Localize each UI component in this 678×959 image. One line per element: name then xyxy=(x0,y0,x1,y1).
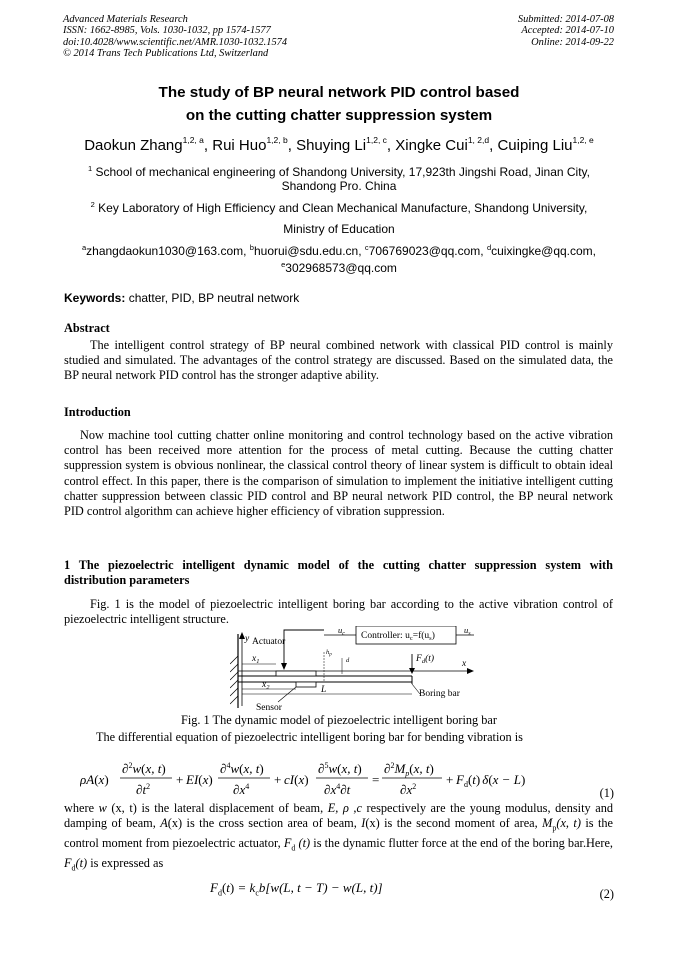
equation-1 xyxy=(80,756,540,802)
affiliation-number: 2 xyxy=(90,200,95,209)
equation-1-number: (1) xyxy=(599,786,614,800)
d-label: d xyxy=(346,657,350,664)
submitted-date: Submitted: 2014-07-08 xyxy=(517,14,614,25)
figure-caption: Fig. 1 The dynamic model of piezoelectric intelligent boring bar xyxy=(181,713,497,727)
email-list xyxy=(64,241,614,275)
copyright-line: © 2014 Trans Tech Publications Ltd, Switzerland xyxy=(63,48,269,60)
eq1-equals: = xyxy=(372,772,380,787)
abstract-text: The intelligent control strategy of BP neural combined network with classical PID control is mainly studied and simulated. The advantages of the control strategy are discussed. Based on the simulated data, the BP neural network PID control has the stronger adaptive ability. xyxy=(64,338,613,383)
eq1-EI: EI(x) xyxy=(186,772,213,787)
sensor-patch xyxy=(296,682,316,687)
email-sup: a xyxy=(81,243,87,252)
eq1-term3-den: $\partial x^4\partial t$ xyxy=(324,782,351,797)
length-label: L xyxy=(321,685,327,695)
eq1-rhoA: ρA(x) xyxy=(80,772,109,787)
accepted-date: Accepted: 2014-07-10 xyxy=(521,25,614,37)
author-affil-sup: 1, 2,d xyxy=(467,135,490,145)
eq1-plus: + xyxy=(176,772,184,787)
affiliation-text: Ministry of Education xyxy=(283,222,395,236)
author-list: Daokun Zhang$^{1,2, a}$, Rui Huo$^{1,2, b}$, Shuying Li$^{1,2, c}$, Xingke Cui$^{1, 2,d}$, Cuiping Liu$^{1,2, e}$ xyxy=(84,135,594,154)
y-axis-label: y xyxy=(245,634,250,644)
uc-label: $u_c$ xyxy=(338,626,345,637)
boring-bar-figure xyxy=(230,626,480,710)
journal-name: Advanced Materials Research xyxy=(63,14,188,25)
email-address[interactable]: 706769023@qq.com, xyxy=(368,244,484,258)
eq1-term3-num: ∂$^5$w(x, t) xyxy=(318,761,362,776)
author-name: Xingke Cui xyxy=(395,137,468,154)
eq1-force-term: $F_d(t) \delta(x - L)$ xyxy=(456,772,526,789)
section1-para3: where w (x, t) is the lateral displacement of beam, E, ρ ,c respectively are the young modulus, density and damping of beam, A(x) is the cross section area of beam, I(x) is the second moment of area, $M_p(x$, t) is the control moment from piezoelectric actuator, $F_d$ (t) is the dynamic flutter force at the end of the boring bar.Here, $F_d(t)$ is expressed as xyxy=(64,801,613,872)
abstract-heading: Abstract xyxy=(64,321,110,335)
eq1-term4-num: $\partial^2M_p(x$, t) xyxy=(384,761,434,778)
online-date: Online: 2014-09-22 xyxy=(531,36,614,48)
email-sup: b xyxy=(249,243,254,252)
wall-hatching xyxy=(230,656,238,704)
actuator-wire xyxy=(284,630,324,664)
email-address[interactable]: huorui@sdu.edu.cn, xyxy=(253,244,362,258)
email-address[interactable]: zhangdaokun1030@163.com, xyxy=(86,244,247,258)
journal-header-left xyxy=(63,14,287,60)
email-sup: c xyxy=(364,243,369,252)
affiliation-1 xyxy=(64,162,614,193)
affiliation-number: 1 xyxy=(87,164,93,173)
actuator-arrow-icon xyxy=(281,663,287,670)
eq1-cI: cI(x) xyxy=(284,772,309,787)
author-affil-sup: 1,2, e xyxy=(572,135,594,145)
title-line-1: The study of BP neural network PID control based xyxy=(158,84,520,101)
keywords xyxy=(64,291,299,305)
x1-label: $x_1$ xyxy=(252,654,260,665)
affiliation-text: Shandong Pro. China xyxy=(281,179,397,193)
hp-label: $h_p$ xyxy=(326,649,332,658)
x2-label: $x_2$ xyxy=(262,680,270,691)
eq1-term2-num: ∂$^4$w(x, t) xyxy=(220,761,264,776)
email-address[interactable]: 302968573@qq.com xyxy=(285,261,397,275)
section1-para2: The differential equation of piezoelectric intelligent boring bar for bending vibration is xyxy=(96,730,523,744)
actuator-patch xyxy=(276,671,316,676)
author-affil-sup: 1,2, c xyxy=(366,135,387,145)
title-line-2: on the cutting chatter suppression system xyxy=(185,107,493,124)
author-name: Shuying Li xyxy=(296,137,367,154)
section1-para1: Fig. 1 is the model of piezoelectric intelligent boring bar according to the active vibration control of piezoelectric intelligent structure. xyxy=(64,597,613,627)
fd-label: $F_d(t)$ xyxy=(416,654,435,665)
x-axis-arrow-icon xyxy=(467,668,474,674)
eq1-term2-den: $\partial x^4$ xyxy=(233,782,250,797)
issn-line: ISSN: 1662-8985, Vols. 1030-1032, pp 1574-1577 xyxy=(63,25,271,37)
eq1-term1-num: ∂$^2$w(x, t) xyxy=(122,761,166,776)
introduction-text: Now machine tool cutting chatter online monitoring and control technology based on the active vibration control has been received more attention for the process of metal cutting. Because the cutting chatter suppression system is obvious nonlinear, the classical control theory of linear system is difficult to obtain ideal control effect. In this paper, there is the comparison of simulation to implement the initiative intelligent cutting chatter suppression between classic PID control and BP neural network PID control, the BP neural network PID control algorithm can achieve higher efficiency of vibration suppression. xyxy=(64,428,613,519)
keywords-text: chatter, PID, BP neutral network xyxy=(128,291,300,305)
email-sup: d xyxy=(486,243,492,252)
journal-header-right xyxy=(518,14,614,48)
introduction-heading: Introduction xyxy=(64,405,131,419)
equation-2-number: (2) xyxy=(599,887,614,901)
doi-line: doi:10.4028/www.scientific.net/AMR.1030-1032.1574 xyxy=(63,36,288,48)
boring-bar-label: Boring bar xyxy=(419,689,460,699)
sensor-label: Sensor xyxy=(256,703,282,710)
section1-heading-line2: distribution parameters xyxy=(64,573,190,587)
controller-label: Controller: $u_c=f(u_s)$ xyxy=(361,631,435,642)
email-sup: e xyxy=(281,260,286,269)
affiliation-2 xyxy=(64,198,614,236)
author-affil-sup: 1,2, a xyxy=(182,135,204,145)
affiliation-text: Key Laboratory of High Efficiency and Clean Mechanical Manufacture, Shandong University, xyxy=(98,201,588,215)
us-label: $u_s$ xyxy=(464,626,471,637)
email-address[interactable]: cuixingke@qq.com, xyxy=(491,244,597,258)
paper-title xyxy=(0,81,678,127)
equation-2: $F_d(t) = k_cb[w(L$, t − T) − w(L, t)] xyxy=(210,880,383,898)
eq1-plus: + xyxy=(274,772,282,787)
author-name: Daokun Zhang xyxy=(84,137,183,154)
author-name: Cuiping Liu xyxy=(497,137,573,154)
author-affil-sup: 1,2, b xyxy=(266,135,288,145)
x-axis-label: x xyxy=(462,659,467,669)
eq1-plus: + xyxy=(446,772,454,787)
eq1-term1-den: $\partial t^2$ xyxy=(136,782,151,797)
author-name: Rui Huo xyxy=(212,137,267,154)
actuator-label: Actuator xyxy=(252,637,286,647)
section1-heading-line1: 1 The piezoelectric intelligent dynamic model of the cutting chatter suppression system with xyxy=(64,558,613,572)
affiliation-text: School of mechanical engineering of Shandong University, 17,923th Jingshi Road, Jinan City, xyxy=(95,165,591,179)
keywords-label: Keywords: xyxy=(64,291,126,305)
section1-heading xyxy=(64,558,613,588)
eq1-term4-den: $\partial x^2$ xyxy=(400,782,417,797)
